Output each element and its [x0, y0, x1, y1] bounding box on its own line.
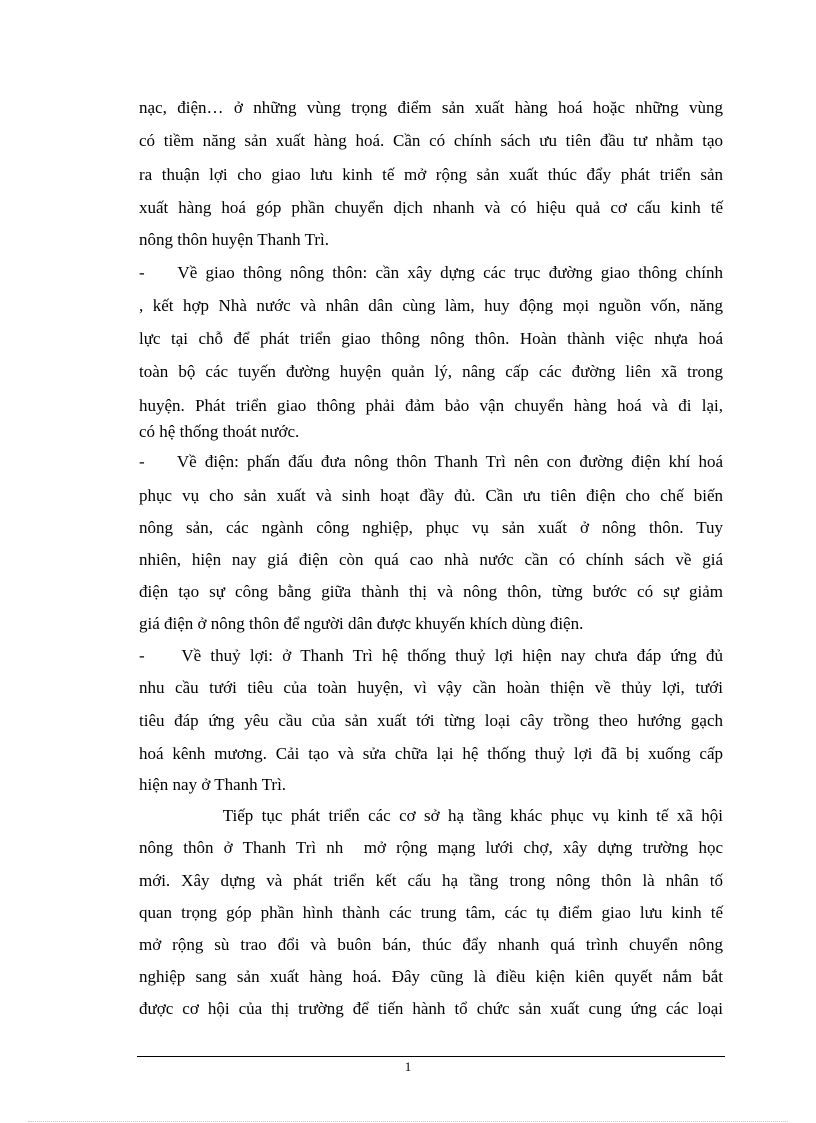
- page-number: 1: [404, 1059, 412, 1074]
- body-text-line: lực tại chỗ để phát triển giao thông nông thôn. Hoàn thành việc nhựa hoá: [139, 329, 723, 348]
- body-text-line: nhiên, hiện nay giá điện còn quá cao nhà nước cần có chính sách về giá: [139, 550, 723, 569]
- bullet-line-thuy-loi: - Về thuỷ lợi: ở Thanh Trì hệ thống thuỷ lợi hiện nay chưa đáp ứng đủ: [139, 646, 723, 665]
- body-text-line: nghiệp sang sản xuất hàng hoá. Đây cũng là điều kiện kiên quyết nắm bắt: [139, 967, 723, 986]
- body-text-line: ra thuận lợi cho giao lưu kinh tế mở rộng sản xuất thúc đẩy phát triển sản: [139, 165, 723, 184]
- body-text-line: mới. Xây dựng và phát triển kết cấu hạ tầng trong nông thôn là nhân tố: [139, 871, 723, 890]
- body-text-line: xuất hàng hoá góp phần chuyển dịch nhanh và có hiệu quả cơ cấu kinh tế: [139, 198, 723, 217]
- bullet-line-giao-thong: - Về giao thông nông thôn: cần xây dựng các trục đường giao thông chính: [139, 263, 723, 282]
- body-text-line: nông thôn ở Thanh Trì nh mở rộng mạng lưới chợ, xây dựng trường học: [139, 838, 723, 857]
- body-text-line: được cơ hội của thị trường để tiến hành tổ chức sản xuất cung ứng các loại: [139, 999, 723, 1018]
- body-text-line: có tiềm năng sản xuất hàng hoá. Cần có chính sách ưu tiên đầu tư nhằm tạo: [139, 131, 723, 150]
- paragraph-first-line: Tiếp tục phát triển các cơ sở hạ tầng khác phục vụ kinh tế xã hội: [139, 806, 723, 825]
- body-text-line: có hệ thống thoát nước.: [139, 422, 300, 441]
- body-text-line: nông sản, các ngành công nghiệp, phục vụ sản xuất ở nông thôn. Tuy: [139, 518, 723, 537]
- body-text-line: nạc, điện… ở những vùng trọng điểm sản xuất hàng hoá hoặc những vùng: [139, 98, 723, 117]
- body-text-line: nông thôn huyện Thanh Trì.: [139, 230, 330, 249]
- body-text-line: toàn bộ các tuyến đường huyện quản lý, nâng cấp các đường liên xã trong: [139, 362, 723, 381]
- body-text-line: huyện. Phát triển giao thông phải đảm bảo vận chuyển hàng hoá và đi lại,: [139, 396, 723, 415]
- body-text-line: nhu cầu tưới tiêu của toàn huyện, vì vậy cần hoàn thiện về thủy lợi, tưới: [139, 678, 723, 697]
- body-text-line: mở rộng sù trao đổi và buôn bán, thúc đẩy nhanh quá trình chuyển nông: [139, 935, 723, 954]
- body-text-line: tiêu đáp ứng yêu cầu của sản xuất tới từng loại cây trồng theo hướng gạch: [139, 711, 723, 730]
- body-text-line: , kết hợp Nhà nước và nhân dân cùng làm, huy động mọi nguồn vốn, năng: [139, 296, 723, 315]
- footer-divider: [137, 1056, 725, 1057]
- bullet-line-dien: - Về điện: phấn đấu đưa nông thôn Thanh Trì nên con đường điện khí hoá: [139, 452, 723, 471]
- body-text-line: giá điện ở nông thôn để người dân được khuyến khích dùng điện.: [139, 614, 584, 633]
- body-text-line: quan trọng góp phần hình thành các trung tâm, các tụ điểm giao lưu kinh tế: [139, 903, 723, 922]
- body-text-line: hiện nay ở Thanh Trì.: [139, 775, 287, 794]
- page-edge-dotted-line: [28, 1121, 788, 1122]
- body-text-line: hoá kênh mương. Cải tạo và sửa chữa lại hệ thống thuỷ lợi đã bị xuống cấp: [139, 744, 723, 763]
- body-text-line: phục vụ cho sản xuất và sinh hoạt đầy đủ. Cần ưu tiên điện cho chế biến: [139, 486, 723, 505]
- body-text-line: điện tạo sự công bằng giữa thành thị và nông thôn, từng bước có sự giảm: [139, 582, 723, 601]
